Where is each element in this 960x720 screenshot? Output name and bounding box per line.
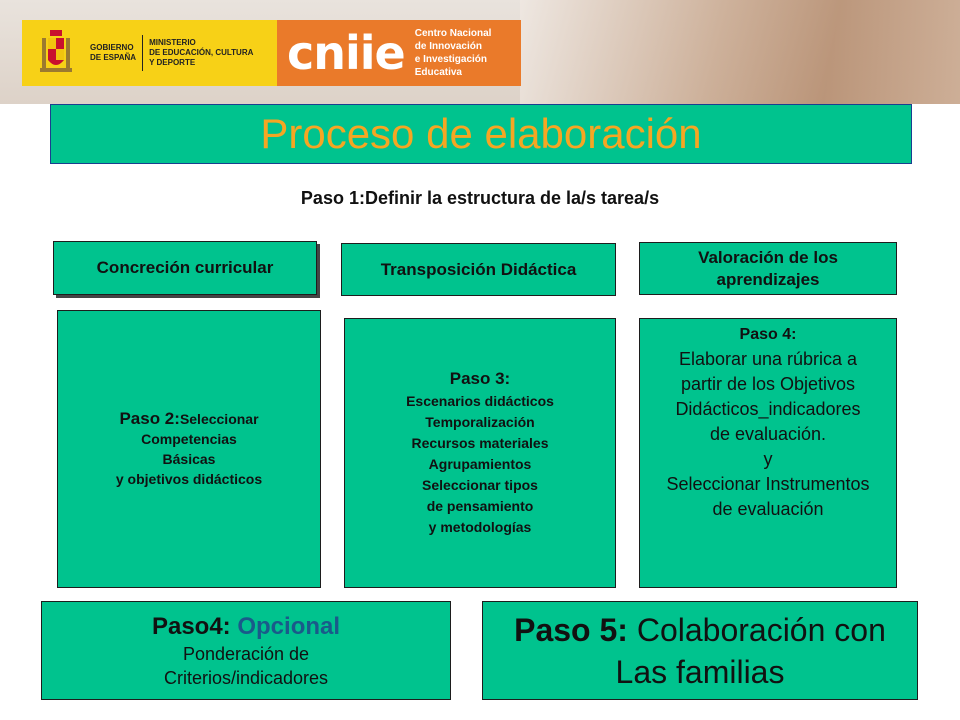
ministry-label: MINISTERIO DE EDUCACIÓN, CULTURA Y DEPORTE (149, 38, 254, 67)
paso5-head-text: Paso 5: (514, 611, 628, 648)
paso5-line: Las familias (615, 653, 785, 690)
category-valoracion-aprendizajes (639, 242, 897, 295)
paso2-heading (119, 409, 258, 429)
paso2-head-small: Seleccionar (179, 411, 259, 427)
category-label-line: aprendizajes (716, 269, 820, 289)
paso5-heading (514, 609, 886, 651)
coat-of-arms-icon (32, 26, 80, 80)
opcional-head-text: Paso4: (151, 612, 238, 640)
government-label: GOBIERNO DE ESPAÑA (90, 35, 143, 71)
paso3-line: Escenarios didácticos (406, 392, 554, 409)
paso4-line: de evaluación. (709, 424, 827, 444)
paso2-line: Básicas (162, 451, 216, 467)
paso4-line: Elaborar una rúbrica a (678, 349, 858, 369)
opcional-accent: Opcional (237, 612, 341, 640)
paso3-line: de pensamiento (426, 497, 534, 514)
government-logo (22, 20, 277, 86)
paso4-opcional-box (41, 601, 451, 700)
paso2-head-text: Paso 2: (119, 409, 180, 428)
category-label: Concreción curricular (96, 258, 274, 277)
paso5-rest-text: Colaboración con (627, 611, 886, 648)
title-banner (50, 104, 912, 164)
paso4-line: de evaluación (712, 499, 824, 519)
paso3-line: Agrupamientos (428, 455, 532, 472)
paso4-line: y (763, 449, 773, 469)
paso4-line: Didácticos_indicadores (675, 399, 861, 419)
paso3-box (344, 318, 616, 588)
header-photo (520, 0, 960, 104)
paso4-line: Seleccionar Instrumentos (666, 474, 870, 494)
opcional-heading (152, 612, 340, 642)
category-label: Transposición Didáctica (380, 259, 577, 279)
paso3-line: Temporalización (425, 413, 535, 430)
paso4-line: partir de los Objetivos (680, 374, 856, 394)
step1-subtitle: Paso 1:Definir la estructura de la/s tarea/s (300, 188, 660, 208)
paso4-heading: Paso 4: (739, 326, 797, 343)
paso2-box (57, 310, 321, 588)
paso4-box (639, 318, 897, 588)
cniie-description: Centro Nacional de Innovación e Investigación Educativa (414, 28, 492, 78)
paso5-box (482, 601, 918, 700)
opcional-line: Criterios/indicadores (163, 667, 329, 688)
paso2-line: y objetivos didácticos (115, 471, 263, 487)
paso2-line: Competencias (141, 431, 237, 447)
category-transposicion-didactica (341, 243, 616, 296)
paso3-line: Recursos materiales (411, 434, 549, 451)
cniie-logo (277, 20, 521, 86)
paso3-heading: Paso 3: (449, 368, 511, 388)
paso3-line: y metodologías (428, 518, 532, 535)
cniie-wordmark: cniie (287, 26, 405, 80)
category-label-line: Valoración de los (698, 247, 838, 267)
opcional-line: Ponderación de (182, 643, 310, 664)
page-title: Proceso de elaboración (260, 110, 702, 157)
category-concrecion-curricular (53, 241, 317, 295)
paso3-line: Seleccionar tipos (422, 476, 538, 493)
